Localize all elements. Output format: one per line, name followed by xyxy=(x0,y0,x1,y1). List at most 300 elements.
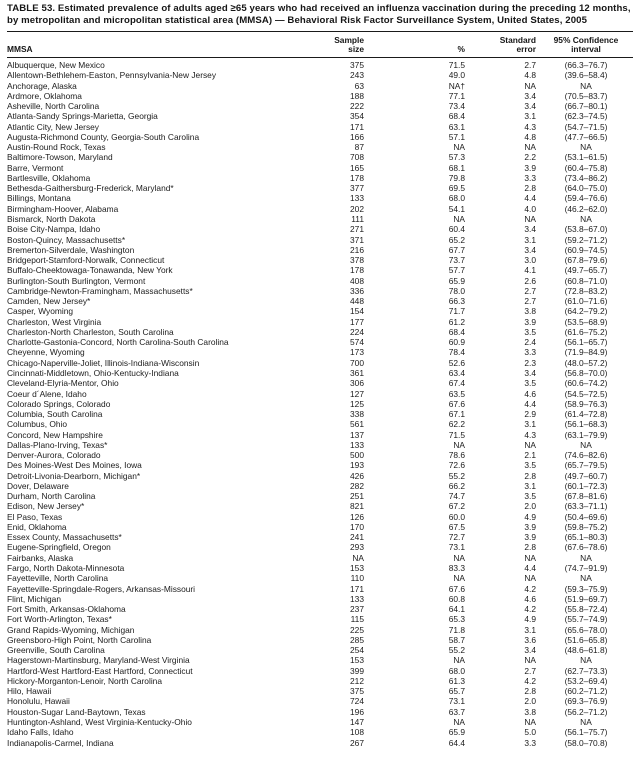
cell-pct: 78.0 xyxy=(448,285,465,296)
cell-pct: NA xyxy=(453,439,465,450)
table-row xyxy=(7,327,633,337)
cell-ci: (47.7–66.5) xyxy=(564,131,608,142)
cell-mmsa: Columbus, Ohio xyxy=(7,419,68,430)
cell-ci: (55.7–74.9) xyxy=(564,614,608,625)
cell-mmsa: Hartford-West Hartford-East Hartford, Connecticut xyxy=(7,665,193,676)
cell-ci: (56.1–68.3) xyxy=(564,419,608,430)
cell-sample: 133 xyxy=(350,593,364,604)
cell-pct: 65.7 xyxy=(448,686,465,697)
cell-sample: 378 xyxy=(350,255,364,266)
table-row xyxy=(7,214,633,224)
cell-pct: NA xyxy=(453,655,465,666)
table-row xyxy=(7,738,633,748)
cell-pct: 57.7 xyxy=(448,265,465,276)
cell-pct: 65.2 xyxy=(448,234,465,245)
cell-se: 4.3 xyxy=(524,121,536,132)
cell-sample: 202 xyxy=(350,203,364,214)
cell-mmsa: Boise City-Nampa, Idaho xyxy=(7,224,101,235)
cell-pct: 61.2 xyxy=(448,316,465,327)
cell-mmsa: Asheville, North Carolina xyxy=(7,101,100,112)
cell-se: 4.4 xyxy=(524,193,536,204)
cell-ci: (60.1–72.3) xyxy=(564,480,608,491)
cell-pct: 49.0 xyxy=(448,70,465,81)
column-header-mmsa: MMSA xyxy=(7,32,307,58)
cell-ci: (73.4–86.2) xyxy=(564,172,608,183)
cell-ci: (63.3–71.1) xyxy=(564,501,608,512)
cell-mmsa: Columbia, South Carolina xyxy=(7,409,103,420)
cell-ci: (56.1–65.7) xyxy=(564,337,608,348)
cell-mmsa: Huntington-Ashland, West Virginia-Kentucky-Ohio xyxy=(7,717,192,727)
cell-pct: 64.1 xyxy=(448,604,465,615)
cell-ci: (50.4–69.6) xyxy=(564,511,608,522)
cell-sample: 133 xyxy=(350,439,364,450)
header-row xyxy=(7,32,633,58)
cell-ci: NA xyxy=(580,552,592,563)
table-row xyxy=(7,306,633,316)
cell-mmsa: Idaho Falls, Idaho xyxy=(7,727,74,738)
cell-se: 4.8 xyxy=(524,70,536,81)
table-row xyxy=(7,111,633,121)
cell-ci: (60.9–74.5) xyxy=(564,244,608,255)
cell-pct: 68.4 xyxy=(448,111,465,122)
cell-se: 3.9 xyxy=(524,316,536,327)
cell-sample: 293 xyxy=(350,542,364,553)
cell-ci: (74.7–91.9) xyxy=(564,563,608,574)
cell-ci: (49.7–65.7) xyxy=(564,265,608,276)
cell-se: NA xyxy=(524,213,536,224)
cell-pct: NA xyxy=(453,213,465,224)
cell-se: 3.0 xyxy=(524,255,536,266)
cell-sample: 87 xyxy=(354,142,364,153)
cell-ci: NA xyxy=(580,717,592,727)
cell-sample: 166 xyxy=(350,131,364,142)
cell-pct: 60.4 xyxy=(448,224,465,235)
cell-pct: 64.4 xyxy=(448,737,465,748)
cell-se: NA xyxy=(524,80,536,91)
table-row xyxy=(7,81,633,91)
cell-mmsa: Buffalo-Cheektowaga-Tonawanda, New York xyxy=(7,265,173,276)
cell-se: 2.6 xyxy=(524,275,536,286)
cell-se: 4.2 xyxy=(524,583,536,594)
cell-ci: NA xyxy=(580,439,592,450)
cell-pct: NA xyxy=(453,552,465,563)
cell-pct: 60.0 xyxy=(448,511,465,522)
cell-se: NA xyxy=(524,552,536,563)
table-row xyxy=(7,173,633,183)
cell-mmsa: Hagerstown-Martinsburg, Maryland-West Virginia xyxy=(7,655,190,666)
cell-mmsa: Bartlesville, Oklahoma xyxy=(7,172,91,183)
table-row xyxy=(7,512,633,522)
cell-ci: (51.9–69.7) xyxy=(564,593,608,604)
cell-sample: 127 xyxy=(350,388,364,399)
cell-mmsa: Cambridge-Newton-Framingham, Massachusetts* xyxy=(7,285,193,296)
table-row xyxy=(7,676,633,686)
table-row xyxy=(7,553,633,563)
cell-mmsa: Dallas-Plano-Irving, Texas* xyxy=(7,439,108,450)
column-header-standard-error: Standard error xyxy=(469,32,539,58)
cell-sample: 171 xyxy=(350,583,364,594)
cell-mmsa: Charleston-North Charleston, South Carolina xyxy=(7,326,174,337)
cell-pct: 65.9 xyxy=(448,275,465,286)
cell-se: 2.7 xyxy=(524,296,536,307)
table-row xyxy=(7,245,633,255)
cell-pct: 73.1 xyxy=(448,542,465,553)
cell-ci: NA xyxy=(580,213,592,224)
cell-se: 3.9 xyxy=(524,532,536,543)
cell-pct: 69.5 xyxy=(448,183,465,194)
cell-ci: (65.1–80.3) xyxy=(564,532,608,543)
column-header-percent: % xyxy=(369,32,469,58)
cell-se: 3.9 xyxy=(524,162,536,173)
table-row xyxy=(7,686,633,696)
cell-mmsa: Fayetteville-Springdale-Rogers, Arkansas-Missouri xyxy=(7,583,196,594)
cell-mmsa: El Paso, Texas xyxy=(7,511,63,522)
cell-se: 4.3 xyxy=(524,429,536,440)
cell-ci: (74.6–82.6) xyxy=(564,450,608,461)
cell-sample: 399 xyxy=(350,665,364,676)
cell-se: 3.5 xyxy=(524,491,536,502)
cell-se: 3.8 xyxy=(524,306,536,317)
table-row xyxy=(7,358,633,368)
cell-se: 3.4 xyxy=(524,90,536,101)
cell-ci: (62.7–73.3) xyxy=(564,665,608,676)
cell-mmsa: Enid, Oklahoma xyxy=(7,521,67,532)
cell-sample: 177 xyxy=(350,316,364,327)
cell-sample: 147 xyxy=(350,717,364,727)
table-row xyxy=(7,440,633,450)
cell-ci: (61.6–75.2) xyxy=(564,326,608,337)
cell-sample: 254 xyxy=(350,645,364,656)
cell-se: 2.2 xyxy=(524,152,536,163)
cell-sample: 154 xyxy=(350,306,364,317)
table-row xyxy=(7,235,633,245)
cell-sample: 193 xyxy=(350,460,364,471)
table-row xyxy=(7,584,633,594)
cell-sample: 251 xyxy=(350,491,364,502)
cell-sample: 222 xyxy=(350,101,364,112)
cell-mmsa: Dover, Delaware xyxy=(7,480,69,491)
cell-pct: 71.8 xyxy=(448,624,465,635)
cell-ci: (59.4–76.6) xyxy=(564,193,608,204)
cell-se: 2.8 xyxy=(524,470,536,481)
table-header xyxy=(7,32,633,58)
column-header-sample-size: Sample size xyxy=(307,32,369,58)
cell-se: 3.4 xyxy=(524,367,536,378)
cell-sample: 196 xyxy=(350,706,364,717)
cell-pct: 61.3 xyxy=(448,675,465,686)
cell-mmsa: Chicago-Naperville-Joliet, Illinois-Indiana-Wisconsin xyxy=(7,357,200,368)
table-row xyxy=(7,563,633,573)
cell-sample: 306 xyxy=(350,378,364,389)
cell-sample: 126 xyxy=(350,511,364,522)
cell-ci: (56.2–71.2) xyxy=(564,706,608,717)
cell-se: 3.4 xyxy=(524,101,536,112)
cell-mmsa: Indianapolis-Carmel, Indiana xyxy=(7,737,114,748)
cell-mmsa: Concord, New Hampshire xyxy=(7,429,103,440)
cell-sample: 178 xyxy=(350,172,364,183)
cell-pct: 83.3 xyxy=(448,563,465,574)
table-row xyxy=(7,491,633,501)
cell-mmsa: Cleveland-Elyria-Mentor, Ohio xyxy=(7,378,119,389)
cell-se: 3.5 xyxy=(524,326,536,337)
cell-ci: (64.2–79.2) xyxy=(564,306,608,317)
cell-se: 3.3 xyxy=(524,737,536,748)
cell-mmsa: Honolulu, Hawaii xyxy=(7,696,70,707)
cell-se: 3.1 xyxy=(524,480,536,491)
table-row xyxy=(7,368,633,378)
cell-pct: 67.6 xyxy=(448,583,465,594)
cell-pct: NA xyxy=(453,717,465,727)
cell-sample: 108 xyxy=(350,727,364,738)
cell-ci: (48.6–61.8) xyxy=(564,645,608,656)
cell-sample: 700 xyxy=(350,357,364,368)
cell-ci: (61.0–71.6) xyxy=(564,296,608,307)
cell-sample: 170 xyxy=(350,521,364,532)
cell-ci: (54.5–72.5) xyxy=(564,388,608,399)
cell-mmsa: Grand Rapids-Wyoming, Michigan xyxy=(7,624,135,635)
cell-pct: 71.5 xyxy=(448,429,465,440)
cell-se: NA xyxy=(524,573,536,584)
table-body xyxy=(7,58,633,748)
cell-sample: 336 xyxy=(350,285,364,296)
cell-ci: NA xyxy=(580,80,592,91)
cell-pct: 71.7 xyxy=(448,306,465,317)
cell-se: 3.1 xyxy=(524,624,536,635)
cell-se: NA xyxy=(524,655,536,666)
cell-mmsa: Ardmore, Oklahoma xyxy=(7,90,82,101)
cell-ci: (69.3–76.9) xyxy=(564,696,608,707)
cell-mmsa: Atlantic City, New Jersey xyxy=(7,121,99,132)
table-row xyxy=(7,430,633,440)
cell-mmsa: Des Moines-West Des Moines, Iowa xyxy=(7,460,142,471)
cell-se: 2.4 xyxy=(524,337,536,348)
cell-pct: 57.3 xyxy=(448,152,465,163)
cell-ci: (63.1–79.9) xyxy=(564,429,608,440)
cell-mmsa: Houston-Sugar Land-Baytown, Texas xyxy=(7,706,146,717)
cell-se: 4.6 xyxy=(524,593,536,604)
cell-mmsa: Hilo, Hawaii xyxy=(7,686,52,697)
table-row xyxy=(7,255,633,265)
cell-ci: (65.6–78.0) xyxy=(564,624,608,635)
cell-pct: 58.7 xyxy=(448,634,465,645)
cell-pct: 79.8 xyxy=(448,172,465,183)
cell-sample: 225 xyxy=(350,624,364,635)
cell-ci: (53.8–67.0) xyxy=(564,224,608,235)
cell-pct: 73.4 xyxy=(448,101,465,112)
table-row xyxy=(7,635,633,645)
cell-mmsa: Detroit-Livonia-Dearborn, Michigan* xyxy=(7,470,141,481)
cell-pct: 68.0 xyxy=(448,665,465,676)
cell-pct: 74.7 xyxy=(448,491,465,502)
cell-sample: 375 xyxy=(350,686,364,697)
cell-se: 4.1 xyxy=(524,265,536,276)
cell-mmsa: Anchorage, Alaska xyxy=(7,80,77,91)
cell-sample: NA xyxy=(352,552,364,563)
cell-pct: 65.9 xyxy=(448,727,465,738)
table-row xyxy=(7,419,633,429)
cell-ci: (60.6–74.2) xyxy=(564,378,608,389)
cell-ci: (59.8–75.2) xyxy=(564,521,608,532)
cell-sample: 375 xyxy=(350,60,364,70)
cell-sample: 574 xyxy=(350,337,364,348)
table-row xyxy=(7,183,633,193)
table-row xyxy=(7,91,633,101)
cell-mmsa: Barre, Vermont xyxy=(7,162,64,173)
table-row xyxy=(7,501,633,511)
cell-mmsa: Charleston, West Virginia xyxy=(7,316,102,327)
cell-pct: 60.8 xyxy=(448,593,465,604)
cell-mmsa: Fort Worth-Arlington, Texas* xyxy=(7,614,112,625)
table-row xyxy=(7,101,633,111)
cell-pct: 66.3 xyxy=(448,296,465,307)
cell-se: 4.6 xyxy=(524,388,536,399)
cell-ci: NA xyxy=(580,142,592,153)
cell-pct: 68.4 xyxy=(448,326,465,337)
cell-sample: 110 xyxy=(350,573,364,584)
cell-pct: NA xyxy=(453,142,465,153)
cell-sample: 354 xyxy=(350,111,364,122)
table-row xyxy=(7,471,633,481)
cell-se: 3.1 xyxy=(524,234,536,245)
cell-sample: 224 xyxy=(350,326,364,337)
cell-se: 3.3 xyxy=(524,347,536,358)
table-row xyxy=(7,286,633,296)
table-row xyxy=(7,666,633,676)
cell-se: 2.9 xyxy=(524,409,536,420)
cell-pct: 73.7 xyxy=(448,255,465,266)
cell-se: NA xyxy=(524,439,536,450)
cell-ci: (67.8–81.6) xyxy=(564,491,608,502)
table-row xyxy=(7,224,633,234)
cell-ci: (49.7–60.7) xyxy=(564,470,608,481)
table-row xyxy=(7,70,633,80)
cell-mmsa: Birmingham-Hoover, Alabama xyxy=(7,203,119,214)
cell-mmsa: Bremerton-Silverdale, Washington xyxy=(7,244,135,255)
cell-mmsa: Durham, North Carolina xyxy=(7,491,96,502)
cell-sample: 267 xyxy=(350,737,364,748)
table-row xyxy=(7,717,633,727)
cell-mmsa: Hickory-Morganton-Lenoir, North Carolina xyxy=(7,675,163,686)
table-row xyxy=(7,460,633,470)
cell-pct: 66.2 xyxy=(448,480,465,491)
cell-se: 2.7 xyxy=(524,60,536,70)
cell-se: 3.1 xyxy=(524,111,536,122)
cell-ci: (56.8–70.0) xyxy=(564,367,608,378)
table-row xyxy=(7,727,633,737)
cell-mmsa: Allentown-Bethlehem-Easton, Pennsylvania-New Jersey xyxy=(7,70,217,81)
cell-sample: 111 xyxy=(351,213,364,224)
cell-mmsa: Fargo, North Dakota-Minnesota xyxy=(7,563,125,574)
table-row xyxy=(7,573,633,583)
cell-ci: (67.8–79.6) xyxy=(564,255,608,266)
cell-mmsa: Albuquerque, New Mexico xyxy=(7,60,105,70)
cell-se: 3.5 xyxy=(524,378,536,389)
cell-mmsa: Flint, Michigan xyxy=(7,593,61,604)
cell-sample: 338 xyxy=(350,409,364,420)
cell-ci: (62.3–74.5) xyxy=(564,111,608,122)
cell-mmsa: Atlanta-Sandy Springs-Marietta, Georgia xyxy=(7,111,158,122)
cell-se: 2.7 xyxy=(524,285,536,296)
column-header-confidence-interval: 95% Confidence interval xyxy=(539,32,633,58)
table-row xyxy=(7,204,633,214)
cell-ci: (55.8–72.4) xyxy=(564,604,608,615)
cell-sample: 500 xyxy=(350,450,364,461)
cell-mmsa: Cincinnati-Middletown, Ohio-Kentucky-Indiana xyxy=(7,367,179,378)
cell-mmsa: Austin-Round Rock, Texas xyxy=(7,142,106,153)
table-row xyxy=(7,58,633,71)
cell-sample: 165 xyxy=(350,162,364,173)
cell-ci: (60.2–71.2) xyxy=(564,686,608,697)
cell-sample: 115 xyxy=(350,614,364,625)
cell-se: 2.8 xyxy=(524,542,536,553)
cell-mmsa: Casper, Wyoming xyxy=(7,306,74,317)
cell-mmsa: Denver-Aurora, Colorado xyxy=(7,450,101,461)
cell-se: 3.1 xyxy=(524,419,536,430)
cell-sample: 708 xyxy=(350,152,364,163)
table-row xyxy=(7,614,633,624)
table-title: TABLE 53. Estimated prevalence of adults aged ≥65 years who had received an influenza vaccination during the preceding 12 months, by metropolitan and micropolitan statistical area (MMSA) — Behavioral Risk Factor Surveillance System, United States, 2005 xyxy=(7,3,631,27)
cell-se: 4.8 xyxy=(524,131,536,142)
cell-mmsa: Bridgeport-Stamford-Norwalk, Connecticut xyxy=(7,255,165,266)
cell-ci: (70.5–83.7) xyxy=(564,90,608,101)
cell-mmsa: Cheyenne, Wyoming xyxy=(7,347,85,358)
cell-sample: 153 xyxy=(350,563,364,574)
cell-ci: (56.1–75.7) xyxy=(564,727,608,738)
cell-mmsa: Fairbanks, Alaska xyxy=(7,552,74,563)
cell-pct: 60.9 xyxy=(448,337,465,348)
cell-ci: (65.7–79.5) xyxy=(564,460,608,471)
table-row xyxy=(7,522,633,532)
table-row xyxy=(7,276,633,286)
cell-pct: 65.3 xyxy=(448,614,465,625)
cell-se: 2.7 xyxy=(524,665,536,676)
cell-pct: NA† xyxy=(448,80,465,91)
cell-sample: 188 xyxy=(350,90,364,101)
cell-mmsa: Greenville, South Carolina xyxy=(7,645,105,656)
cell-pct: 63.5 xyxy=(448,388,465,399)
cell-mmsa: Boston-Quincy, Massachusetts* xyxy=(7,234,126,245)
table-row xyxy=(7,409,633,419)
cell-pct: 63.7 xyxy=(448,706,465,717)
cell-se: 2.0 xyxy=(524,696,536,707)
cell-sample: 724 xyxy=(350,696,364,707)
cell-mmsa: Eugene-Springfield, Oregon xyxy=(7,542,111,553)
cell-se: 4.9 xyxy=(524,614,536,625)
cell-sample: 125 xyxy=(350,398,364,409)
cell-mmsa: Billings, Montana xyxy=(7,193,71,204)
cell-pct: 62.2 xyxy=(448,419,465,430)
cell-pct: 55.2 xyxy=(448,470,465,481)
table-row xyxy=(7,317,633,327)
table-row xyxy=(7,122,633,132)
cell-sample: 426 xyxy=(350,470,364,481)
cell-se: 4.0 xyxy=(524,203,536,214)
table-row xyxy=(7,399,633,409)
cell-sample: 271 xyxy=(350,224,364,235)
cell-mmsa: Colorado Springs, Colorado xyxy=(7,398,111,409)
cell-ci: (64.0–75.0) xyxy=(564,183,608,194)
cell-pct: 67.7 xyxy=(448,244,465,255)
cell-ci: (48.0–57.2) xyxy=(564,357,608,368)
cell-pct: 78.6 xyxy=(448,450,465,461)
table-row xyxy=(7,707,633,717)
cell-pct: 57.1 xyxy=(448,131,465,142)
cell-sample: 173 xyxy=(350,347,364,358)
cell-pct: 63.1 xyxy=(448,121,465,132)
cell-ci: (53.1–61.5) xyxy=(564,152,608,163)
cell-ci: (66.7–80.1) xyxy=(564,101,608,112)
cell-sample: 821 xyxy=(350,501,364,512)
